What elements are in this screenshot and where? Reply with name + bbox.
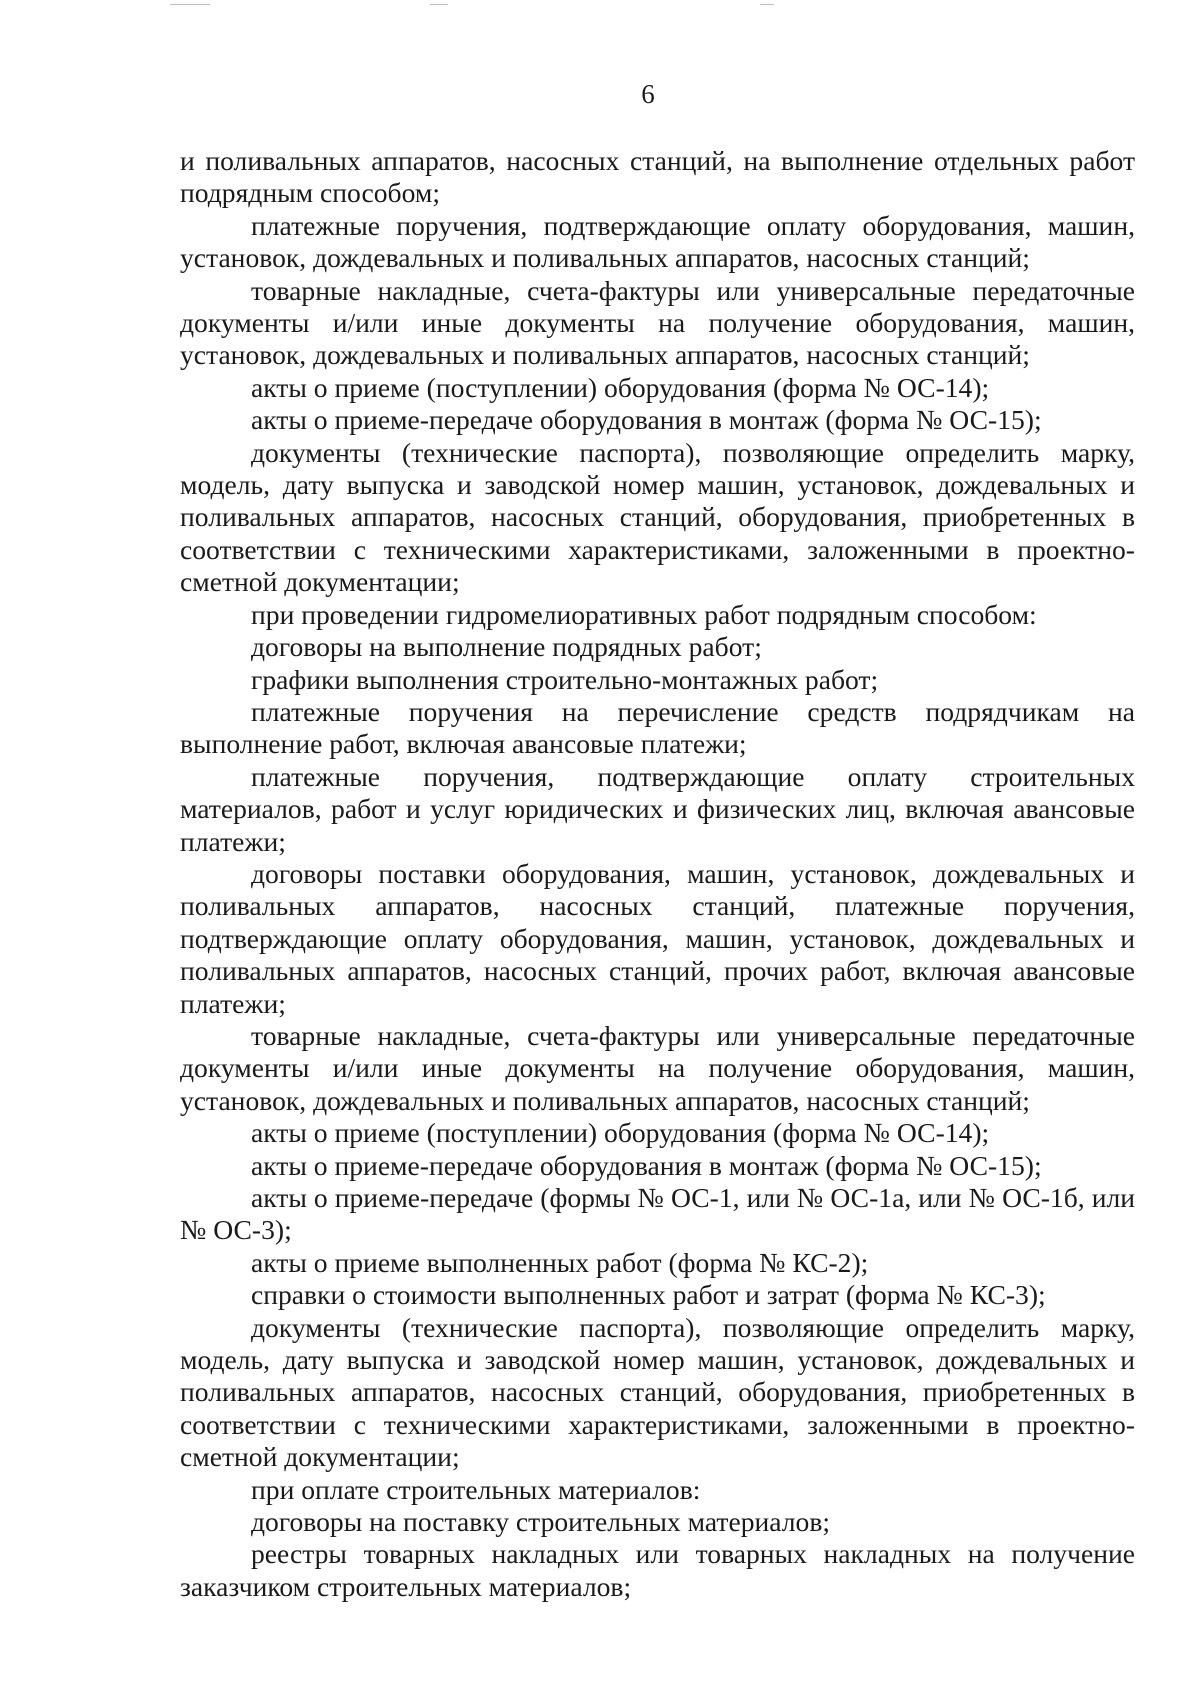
scan-artifact — [760, 4, 774, 5]
paragraph: платежные поручения, подтверждающие оплату оборудования, машин, установок, дождевальных и поливальных аппаратов, насосных станций; — [180, 209, 1135, 274]
paragraph: договоры на выполнение подрядных работ; — [251, 631, 762, 663]
paragraph: договоры поставки оборудования, машин, установок, дождевальных и поливальных аппаратов, насосных станций, платежные поручения, подтверждающие оплату оборудования, машин, установок, дождевальных и поливальных аппаратов, насосных станций, прочих работ, включая авансовые платежи; — [180, 857, 1135, 1019]
scan-artifact — [430, 4, 448, 5]
paragraph: договоры на поставку строительных материалов; — [251, 1506, 831, 1538]
paragraph: реестры товарных накладных или товарных накладных на получение заказчиком строительных материалов; — [180, 1538, 1135, 1602]
paragraph: платежные поручения, подтверждающие оплату строительных материалов, работ и услуг юридических и физических лиц, включая авансовые платежи; — [180, 760, 1135, 857]
paragraph: товарные накладные, счета-фактуры или универсальные передаточные документы и/или иные документы на получение оборудования, машин, установок, дождевальных и поливальных аппаратов, насосных станций; — [180, 1019, 1135, 1116]
scan-artifact — [170, 4, 210, 5]
paragraph: акты о приеме-передаче (формы № ОС-1, или № ОС-1а, или № ОС-1б, или № ОС-3); — [180, 1182, 1135, 1246]
paragraph: товарные накладные, счета-фактуры или универсальные передаточные документы и/или иные документы на получение оборудования, машин, установок, дождевальных и поливальных аппаратов, насосных станций; — [180, 274, 1135, 371]
paragraph: платежные поручения на перечисление средств подрядчикам на выполнение работ, включая авансовые платежи; — [180, 695, 1135, 760]
paragraph: и поливальных аппаратов, насосных станций, на выполнение отдельных работ подрядным способом; — [180, 145, 1135, 209]
paragraph: акты о приеме-передаче оборудования в монтаж (форма № ОС-15); — [251, 404, 1042, 436]
paragraph: акты о приеме-передаче оборудования в монтаж (форма № ОС-15); — [251, 1149, 1042, 1181]
paragraph: акты о приеме (поступлении) оборудования (форма № ОС-14); — [251, 1117, 990, 1149]
document-body — [180, 145, 1135, 1603]
paragraph: графики выполнения строительно-монтажных работ; — [251, 663, 879, 695]
paragraph: документы (технические паспорта), позволяющие определить марку, модель, дату выпуска и заводской номер машин, установок, дождевальных и поливальных аппаратов, насосных станций, оборудования, приобретенных в соответствии с техническими характеристиками, заложенными в проектно-сметной документации; — [180, 436, 1135, 598]
paragraph: акты о приеме выполненных работ (форма № КС-2); — [251, 1246, 869, 1278]
paragraph: при проведении гидромелиоративных работ подрядным способом: — [251, 598, 1037, 630]
page-number: 6 — [641, 79, 655, 109]
paragraph: документы (технические паспорта), позволяющие определить марку, модель, дату выпуска и заводской номер машин, установок, дождевальных и поливальных аппаратов, насосных станций, оборудования, приобретенных в соответствии с техническими характеристиками, заложенными в проектно-сметной документации; — [180, 1311, 1135, 1473]
paragraph: при оплате строительных материалов: — [251, 1473, 701, 1505]
paragraph: справки о стоимости выполненных работ и затрат (форма № КС-3); — [251, 1279, 1046, 1311]
paragraph: акты о приеме (поступлении) оборудования (форма № ОС-14); — [251, 371, 990, 403]
